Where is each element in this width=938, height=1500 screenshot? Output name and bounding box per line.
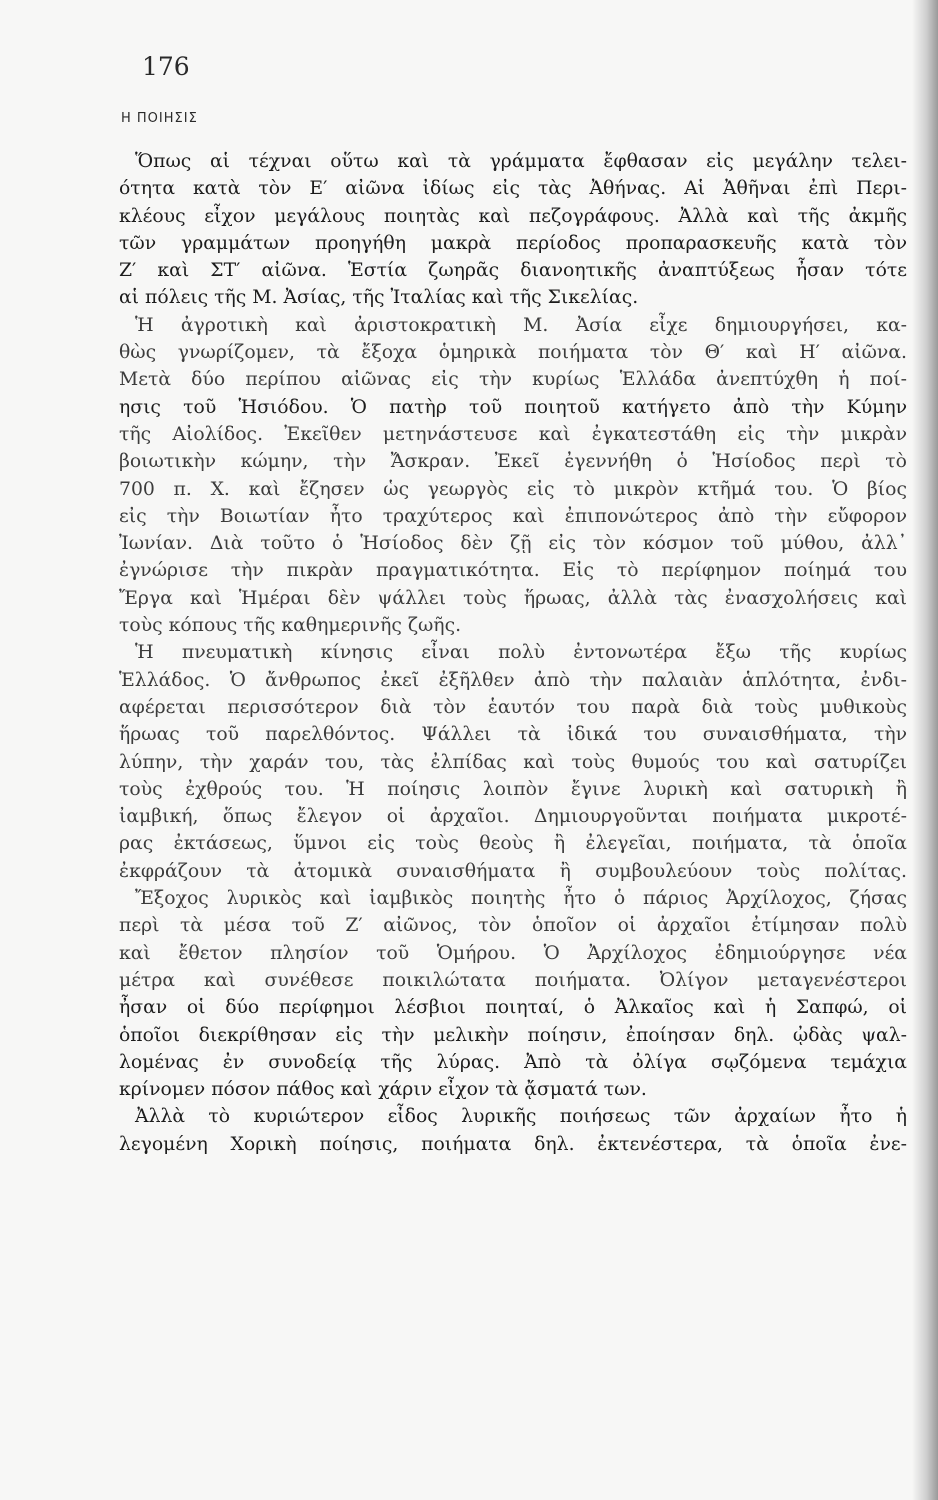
text-line: Μετὰ δύο περίπου αἰῶνας εἰς τὴν κυρίως Ἑλλάδα ἀνεπτύχθη ἡ ποί-	[119, 369, 907, 391]
text-line: Ἔξοχος λυρικὸς καὶ ἰαμβικὸς ποιητὴς ἦτο ὁ πάριος Ἀρχίλοχος, ζήσας	[135, 888, 907, 910]
text-line: εἰς τὴν Βοιωτίαν ἦτο τραχύτερος καὶ ἐπιπονώτερος ἀπὸ τὴν εὔφορον	[119, 505, 907, 527]
text-line: περὶ τὰ μέσα τοῦ Ζ′ αἰῶνος, τὸν ὁποῖον οἱ ἀρχαῖοι ἐτίμησαν πολὺ	[119, 915, 907, 937]
text-line: ἦσαν οἱ δύο περίφημοι λέσβιοι ποιηταί, ὁ Ἀλκαῖος καὶ ἡ Σαπφώ, οἱ	[119, 997, 907, 1019]
running-header: Η ΠΟΙΗΣΙΣ	[121, 111, 198, 126]
text-line: θὼς γνωρίζομεν, τὰ ἔξοχα ὁμηρικὰ ποιήματα τὸν Θ′ καὶ Η′ αἰῶνα.	[119, 342, 907, 364]
text-line: κρίνομεν πόσον πάθος καὶ χάριν εἶχον τὰ ᾄσματά των.	[119, 1079, 647, 1101]
text-line: Ὅπως αἱ τέχναι οὕτω καὶ τὰ γράμματα ἔφθασαν εἰς μεγάλην τελει-	[135, 151, 907, 172]
text-line: τῶν γραμμάτων προηγήθη μακρὰ περίοδος προπαρασκευῆς κατὰ τὸν	[119, 232, 907, 254]
text-line: ἐκφράζουν τὰ ἀτομικὰ συναισθήματα ἢ συμβουλεύουν τοὺς πολίτας.	[119, 860, 907, 882]
text-line: Ἰωνίαν. Διὰ τοῦτο ὁ Ἡσίοδος δὲν ζῇ εἰς τὸν κόσμον τοῦ μύθου, ἀλλ᾽	[119, 533, 907, 555]
text-line: ρας ἐκτάσεως, ὕμνοι εἰς τοὺς θεοὺς ἢ ἐλεγεῖαι, ποιήματα, τὰ ὁποῖα	[119, 833, 907, 855]
text-line: λύπην, τὴν χαράν του, τὰς ἐλπίδας καὶ τοὺς θυμούς του καὶ σατυρίζει	[119, 751, 907, 773]
scan-page-edge	[912, 0, 938, 1500]
text-line: ὁποῖοι διεκρίθησαν εἰς τὴν μελικὴν ποίησιν, ἐποίησαν δηλ. ᾠδὰς ψαλ-	[119, 1024, 907, 1046]
text-line: Ἑλλάδος. Ὁ ἄνθρωπος ἐκεῖ ἐξῆλθεν ἀπὸ τὴν παλαιὰν ἁπλότητα, ἐνδι-	[119, 669, 907, 691]
text-line: Ζ′ καὶ ΣΤ′ αἰῶνα. Ἑστία ζωηρᾶς διανοητικῆς ἀναπτύξεως ἦσαν τότε	[119, 260, 907, 282]
text-line: τῆς Αἰολίδος. Ἐκεῖθεν μετηνάστευσε καὶ ἐγκατεστάθη εἰς τὴν μικρὰν	[119, 423, 907, 445]
text-line: βοιωτικὴν κώμην, τὴν Ἄσκραν. Ἐκεῖ ἐγεννήθη ὁ Ἡσίοδος περὶ τὸ	[119, 451, 907, 473]
text-line: Ἡ πνευματικὴ κίνησις εἶναι πολὺ ἐντονωτέρα ἔξω τῆς κυρίως	[135, 642, 907, 664]
page-number: 176	[142, 52, 190, 81]
text-line: ἐγνώρισε τὴν πικρὰν πραγματικότητα. Εἰς τὸ περίφημον ποίημά του	[119, 560, 907, 582]
body-text	[119, 148, 907, 1158]
text-line: κλέους εἶχον μεγάλους ποιητὰς καὶ πεζογράφους. Ἀλλὰ καὶ τῆς ἀκμῆς	[119, 205, 907, 227]
text-line: λεγομένη Χορικὴ ποίησις, ποιήματα δηλ. ἐκτενέστερα, τὰ ὁποῖα ἐνε-	[119, 1133, 907, 1155]
text-line: Ἡ ἀγροτικὴ καὶ ἀριστοκρατικὴ Μ. Ἀσία εἶχε δημιουργήσει, κα-	[135, 314, 907, 336]
text-line: ἥρωας τοῦ παρελθόντος. Ψάλλει τὰ ἰδικά του συναισθήματα, τὴν	[119, 724, 907, 746]
text-line: λομένας ἐν συνοδείᾳ τῆς λύρας. Ἀπὸ τὰ ὀλίγα σῳζόμενα τεμάχια	[119, 1051, 907, 1073]
text-line: Ἔργα καὶ Ἡμέραι δὲν ψάλλει τοὺς ἥρωας, ἀλλὰ τὰς ἐνασχολήσεις καὶ	[119, 587, 907, 609]
text-line: ότητα κατὰ τὸν Ε′ αἰῶνα ἰδίως εἰς τὰς Ἀθήνας. Αἱ Ἀθῆναι ἐπὶ Περι-	[119, 178, 907, 200]
text-line: αφέρεται περισσότερον διὰ τὸν ἑαυτόν του παρὰ διὰ τοὺς μυθικοὺς	[119, 696, 907, 718]
text-line: τοὺς ἐχθρούς του. Ἡ ποίησις λοιπὸν ἔγινε λυρικὴ καὶ σατυρικὴ ἢ	[119, 778, 907, 800]
text-line: καὶ ἔθετον πλησίον τοῦ Ὁμήρου. Ὁ Ἀρχίλοχος ἐδημιούργησε νέα	[119, 942, 907, 964]
text-line: μέτρα καὶ συνέθεσε ποικιλώτατα ποιήματα. Ὀλίγον μεταγενέστεροι	[119, 969, 907, 991]
text-line: 700 π. Χ. καὶ ἔζησεν ὡς γεωργὸς εἰς τὸ μικρὸν κτῆμά του. Ὁ βίος	[119, 478, 907, 500]
text-line: ἰαμβική, ὅπως ἔλεγον οἱ ἀρχαῖοι. Δημιουργοῦνται ποιήματα μικροτέ-	[119, 806, 907, 828]
text-line: ησις τοῦ Ἡσιόδου. Ὁ πατὴρ τοῦ ποιητοῦ κατήγετο ἀπὸ τὴν Κύμην	[119, 396, 907, 418]
text-line: Ἀλλὰ τὸ κυριώτερον εἶδος λυρικῆς ποιήσεως τῶν ἀρχαίων ἦτο ἡ	[135, 1106, 907, 1128]
text-line: αἱ πόλεις τῆς Μ. Ἀσίας, τῆς Ἰταλίας καὶ τῆς Σικελίας.	[119, 287, 639, 309]
text-line: τοὺς κόπους τῆς καθημερινῆς ζωῆς.	[119, 615, 462, 637]
